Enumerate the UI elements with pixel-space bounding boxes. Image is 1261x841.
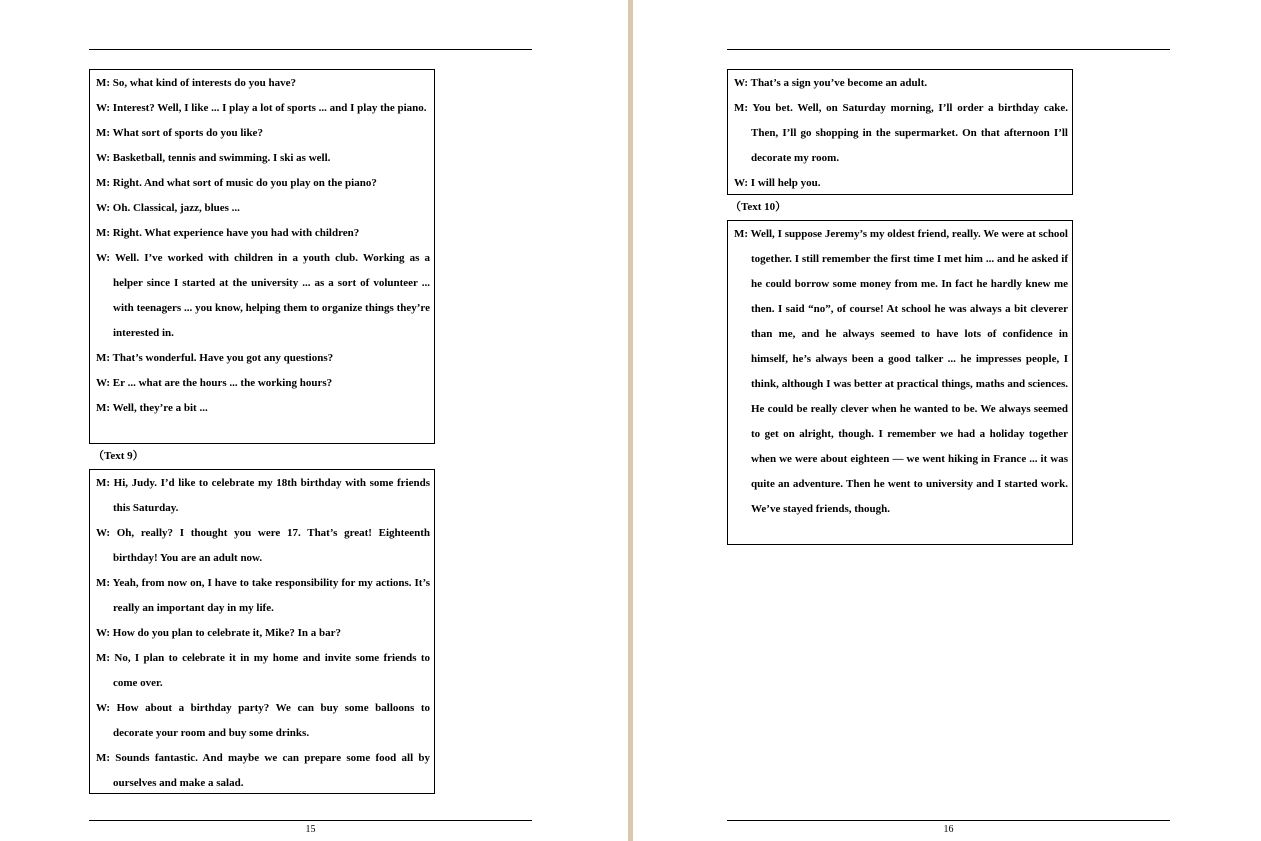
footer-rule <box>727 820 1170 821</box>
dialogue-line: W: Basketball, tennis and swimming. I ski as well. <box>96 152 331 164</box>
dialogue-box-text9-continued <box>727 69 1073 195</box>
page-number: 16 <box>943 824 954 835</box>
dialogue-line: M: That’s wonderful. Have you got any questions? <box>96 352 334 364</box>
dialogue-line: M: Well, they’re a bit ... <box>96 402 208 414</box>
document-page-right <box>633 0 1261 841</box>
dialogue-line: W: Well. I’ve worked with children in a youth club. Working as a helper since I started at the university ... as a sort of volunteer ... with teenagers ... you know, helping them to organize things they’re interested in. <box>96 252 430 339</box>
dialogue-line: M: Hi, Judy. I’d like to celebrate my 18th birthday with some friends this Saturday. <box>96 477 430 514</box>
dialogue-line: M: Well, I suppose Jeremy’s my oldest friend, really. We were at school together. I still remember the first time I met him ... and he asked if he could borrow some money from me. In fact he hardly knew me then. I said “no”, of course! At school he was always a bit cleverer than me, and he always seemed to have lots of confidence in himself, he’s always been a good talker ... he impresses people, I think, although I was better at practical things, maths and sciences. He could be really clever when he wanted to be. We always seemed to get on alright, though. I remember we had a holiday together when we were about eighteen — we went hiking in France ... it was quite an adventure. Then he went to university and I started work. We’ve stayed friends, though. <box>734 228 1068 515</box>
document-page-left <box>0 0 628 841</box>
footer-rule <box>89 820 532 821</box>
dialogue-line: W: Oh. Classical, jazz, blues ... <box>96 202 240 214</box>
header-rule <box>89 49 532 50</box>
dialogue-line: M: Right. What experience have you had with children? <box>96 227 360 239</box>
page-number: 15 <box>305 824 316 835</box>
dialogue-line: M: What sort of sports do you like? <box>96 127 263 139</box>
dialogue-line: M: You bet. Well, on Saturday morning, I’ll order a birthday cake. Then, I’ll go shopping in the supermarket. On that afternoon I’ll decorate my room. <box>734 102 1068 164</box>
dialogue-line: M: Right. And what sort of music do you play on the piano? <box>96 177 377 189</box>
dialogue-line: M: Sounds fantastic. And maybe we can prepare some food all by ourselves and make a salad. <box>96 752 430 789</box>
dialogue-box-text9 <box>89 469 435 794</box>
dialogue-line: M: Yeah, from now on, I have to take responsibility for my actions. It’s really an important day in my life. <box>96 577 430 614</box>
dialogue-line: W: That’s a sign you’ve become an adult. <box>734 77 928 89</box>
dialogue-line: W: How about a birthday party? We can buy some balloons to decorate your room and buy some drinks. <box>96 702 430 739</box>
dialogue-box-text8-continued <box>89 69 435 444</box>
dialogue-line: W: Oh, really? I thought you were 17. That’s great! Eighteenth birthday! You are an adult now. <box>96 527 430 564</box>
section-label-text10: （Text 10） <box>730 201 787 213</box>
dialogue-line: W: Er ... what are the hours ... the working hours? <box>96 377 333 389</box>
dialogue-line: W: I will help you. <box>734 177 821 189</box>
dialogue-line: M: No, I plan to celebrate it in my home and invite some friends to come over. <box>96 652 430 689</box>
header-rule <box>727 49 1170 50</box>
section-label-text9: （Text 9） <box>93 450 144 462</box>
monologue-box-text10 <box>727 220 1073 545</box>
dialogue-line: W: How do you plan to celebrate it, Mike? In a bar? <box>96 627 342 639</box>
dialogue-line: W: Interest? Well, I like ... I play a lot of sports ... and I play the piano. <box>96 102 427 114</box>
dialogue-line: M: So, what kind of interests do you have? <box>96 77 296 89</box>
